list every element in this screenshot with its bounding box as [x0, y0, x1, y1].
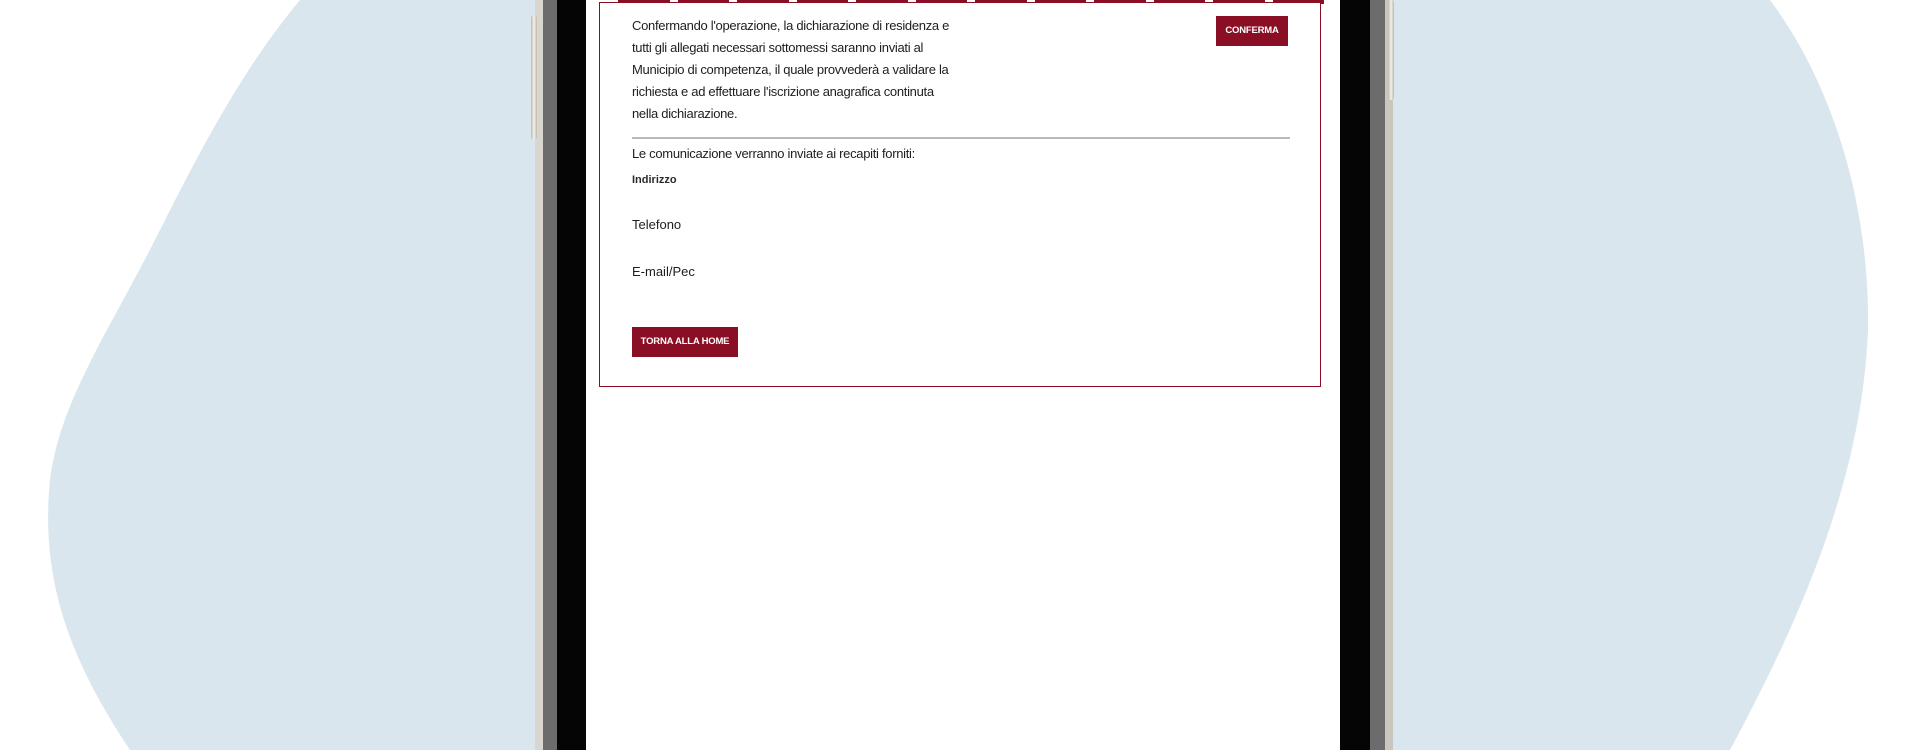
phone-screen [586, 0, 1340, 750]
contacts-intro-text: Le comunicazione verranno inviate ai recapiti forniti: [632, 146, 915, 161]
confirm-button[interactable]: CONFERMA [1216, 16, 1288, 46]
address-label: Indirizzo [632, 174, 677, 186]
phone-side-button-right [1388, 0, 1394, 100]
phone-side-button-left [531, 15, 537, 140]
confirmation-card [599, 2, 1321, 387]
email-label: E-mail/Pec [632, 264, 695, 279]
phone-label: Telefono [632, 217, 682, 232]
divider [632, 137, 1290, 139]
back-home-button[interactable]: TORNA ALLA HOME [632, 327, 738, 357]
confirmation-message: Confermando l'operazione, la dichiarazione di residenza e tutti gli allegati necessari sottomessi saranno inviati al Municipio di competenza, il quale provvederà a validare la richiesta e ad effettuare l'iscrizione anagrafica continuta nella dichiarazione. [632, 18, 950, 121]
